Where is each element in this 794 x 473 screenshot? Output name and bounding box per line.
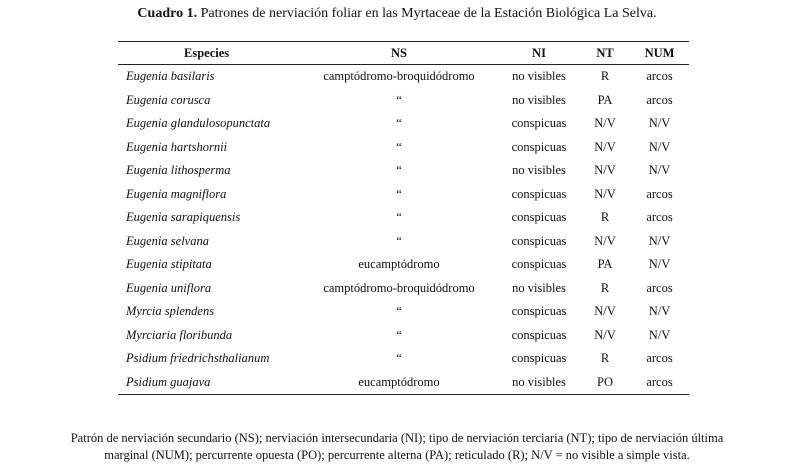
header-especies: Especies [118,42,300,65]
cell-ns: eucamptódromo [358,257,440,272]
cell-species: Eugenia stipitata [126,257,212,272]
cell-ns: “ [396,116,402,131]
header-num: NUM [630,42,689,65]
cell-num: arcos [646,186,673,201]
cell-ni: no visibles [512,69,566,84]
cell-nt: R [600,210,610,225]
cell-ni: no visibles [512,163,566,178]
cell-species: Myrcia splendens [126,304,215,319]
cell-num: arcos [646,210,673,225]
cell-nt: R [600,69,610,84]
caption-label: Cuadro 1. [137,6,198,21]
footnote-line-1: Patrón de nerviación secundario (NS); nerviación intersecundaria (NI); tipo de nerviación terciaria (NT); tipo de nerviación última [70,431,724,445]
cell-nt: R [600,280,610,295]
table-body [118,65,689,395]
table-row [118,159,689,183]
cell-ns: “ [396,304,402,319]
table-row [118,112,689,136]
cell-nt: N/V [594,186,616,201]
cell-ns: “ [396,351,402,366]
cell-species: Eugenia magniflora [126,186,227,201]
table-row [118,183,689,207]
cell-ni: conspicuas [511,351,567,366]
cell-num: arcos [646,351,673,366]
cell-num: N/V [648,163,671,178]
table-row [118,371,689,395]
header-row [118,42,689,65]
cell-nt: PA [597,92,613,107]
cell-ni: conspicuas [511,186,567,201]
cell-ns: “ [396,327,402,342]
cell-species: Eugenia hartshornii [126,139,228,154]
header-ni: NI [498,42,580,65]
table-footnote [0,430,794,464]
cell-ni: no visibles [512,92,566,107]
header-nt: NT [580,42,630,65]
cell-nt: N/V [594,233,616,248]
cell-num: N/V [648,233,671,248]
table-row [118,300,689,324]
cell-num: arcos [646,92,673,107]
cell-nt: N/V [594,304,616,319]
cell-species: Eugenia coruscа [126,92,211,107]
table-row [118,136,689,160]
cell-ni: no visibles [498,371,580,395]
table-row [118,347,689,371]
cell-species: Eugenia selvana [126,233,209,248]
cell-num: N/V [648,139,671,154]
cell-ns: “ [396,139,402,154]
table-row [118,253,689,277]
table-row [118,230,689,254]
cell-num: arcos [646,280,673,295]
cell-species: Eugenia glandulosopunctata [126,116,271,131]
table-row [118,206,689,230]
cell-nt: R [600,351,610,366]
table-row [118,65,689,89]
cell-ni: no visibles [512,280,566,295]
cell-ni: conspicuas [511,327,567,342]
cell-nt: PA [597,257,613,272]
cell-ni: conspicuas [511,257,567,272]
cell-species: Psidium friedrichsthalianum [126,351,270,366]
cell-nt: N/V [594,163,616,178]
cell-num: N/V [648,304,671,319]
table-row [118,277,689,301]
cell-ni: conspicuas [511,116,567,131]
cell-ns: camptódromo-broquidódromo [323,69,475,84]
cell-num: arcos [630,371,689,395]
cell-nt: N/V [594,327,616,342]
cell-species: Eugenia basilaris [126,69,215,84]
cell-num: arcos [646,69,673,84]
cell-species: Eugenia sarapiquensis [126,210,241,225]
cell-ns: camptódromo-broquidódromo [323,280,475,295]
cell-nt: PO [580,371,630,395]
caption-text: Patrones de nerviación foliar en las Myrtaceae de la Estación Biológica La Selva. [200,6,657,21]
cell-species: Eugenia lithosperma [126,163,231,178]
cell-nt: N/V [594,116,616,131]
cell-ns: “ [396,233,402,248]
cell-ni: conspicuas [511,304,567,319]
cell-ni: conspicuas [511,210,567,225]
table-row [118,89,689,113]
footnote-line-2: marginal (NUM); percurrente opuesta (PO); percurrente alterna (PA); reticulado (R); N/V = no visible a simple vista. [104,448,690,462]
table-caption [0,5,794,23]
cell-ni: conspicuas [511,139,567,154]
cell-ns: “ [396,92,402,107]
cell-num: N/V [648,327,671,342]
cell-ns: “ [396,210,402,225]
cell-ns: “ [396,163,402,178]
cell-ns: eucamptódromo [300,371,498,395]
table-row [118,324,689,348]
cell-ni: conspicuas [511,233,567,248]
cell-species: Eugenia uniflora [126,280,212,295]
venation-table [118,41,689,395]
cell-species: Myrciaria floribunda [126,327,233,342]
cell-nt: N/V [594,139,616,154]
header-ns: NS [300,42,498,65]
cell-species: Psidium guajava [118,371,300,395]
cell-ns: “ [396,186,402,201]
cell-num: N/V [648,257,671,272]
cell-num: N/V [648,116,671,131]
data-table-container [118,41,689,395]
